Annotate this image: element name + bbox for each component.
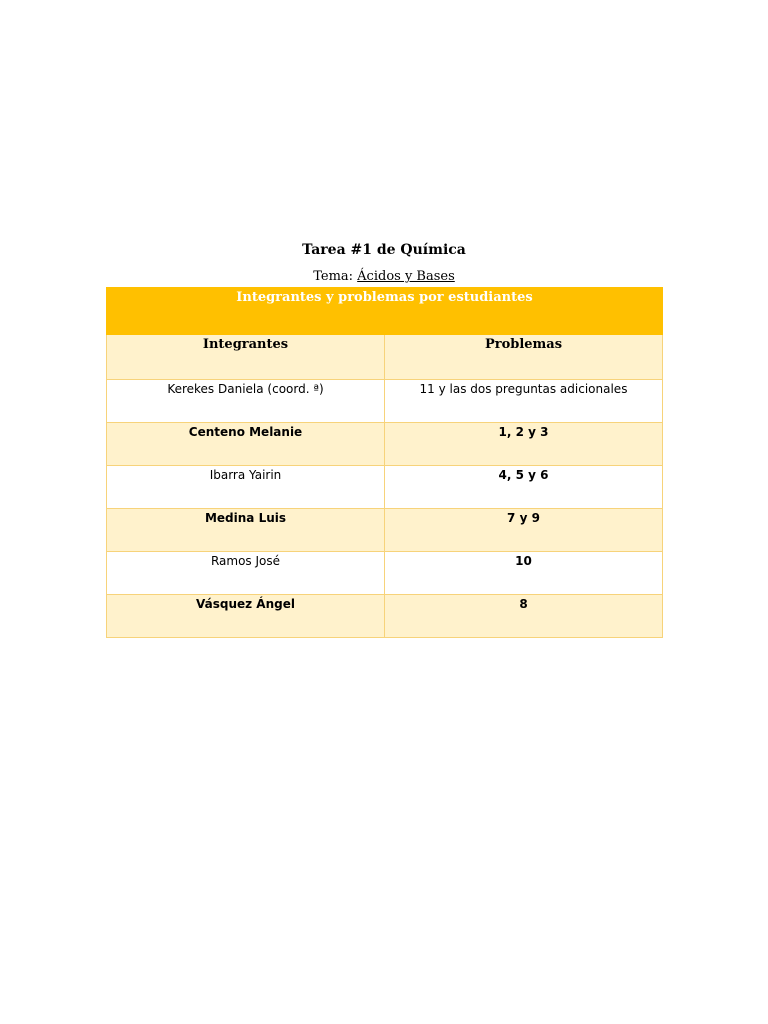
table-row — [107, 552, 663, 595]
table-caption-row — [107, 288, 663, 335]
table-row — [107, 466, 663, 509]
assignment-table — [106, 287, 663, 638]
subtitle-prefix: Tema: — [313, 269, 358, 284]
table-row — [107, 595, 663, 638]
member-cell: Centeno Melanie — [107, 423, 385, 466]
member-cell: Vásquez Ángel — [107, 595, 385, 638]
member-cell: Ramos José — [107, 552, 385, 595]
subtitle-topic: Ácidos y Bases — [357, 269, 455, 284]
problems-cell: 4, 5 y 6 — [385, 466, 663, 509]
problems-cell: 7 y 9 — [385, 509, 663, 552]
table-header-row — [107, 335, 663, 380]
table-row — [107, 380, 663, 423]
document-subtitle — [0, 268, 768, 286]
table-caption: Integrantes y problemas por estudiantes — [107, 288, 663, 335]
problems-cell: 11 y las dos preguntas adicionales — [385, 380, 663, 423]
member-cell: Medina Luis — [107, 509, 385, 552]
problems-cell: 1, 2 y 3 — [385, 423, 663, 466]
table-row — [107, 423, 663, 466]
problems-cell: 10 — [385, 552, 663, 595]
problems-cell: 8 — [385, 595, 663, 638]
member-cell: Ibarra Yairin — [107, 466, 385, 509]
member-cell: Kerekes Daniela (coord. ª) — [107, 380, 385, 423]
document-title: Tarea #1 de Química — [302, 242, 466, 258]
table-row — [107, 509, 663, 552]
problems-column-header: Problemas — [385, 335, 663, 380]
members-column-header: Integrantes — [107, 335, 385, 380]
